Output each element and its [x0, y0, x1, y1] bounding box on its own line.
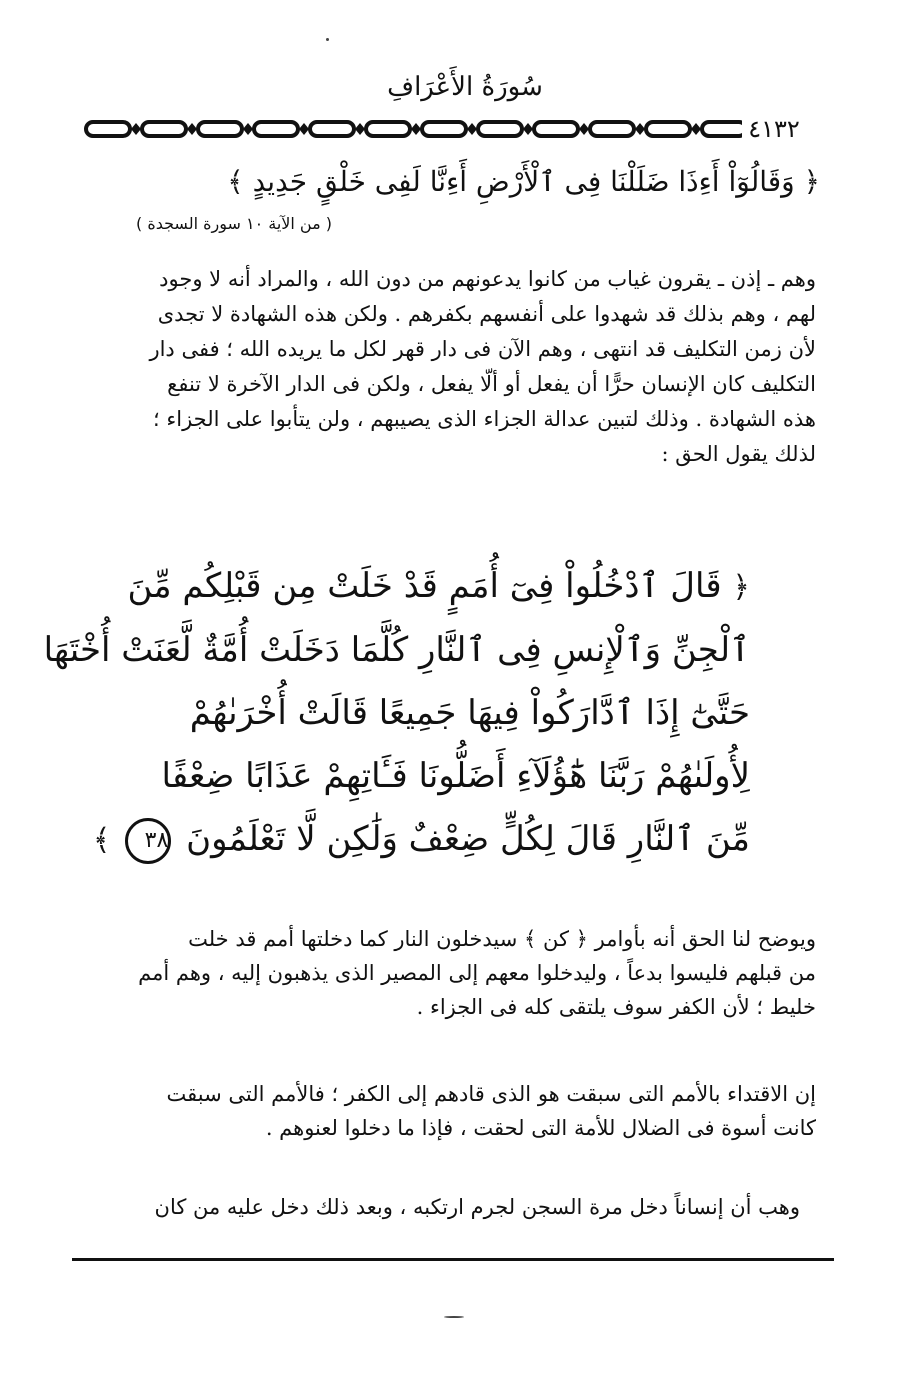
chain-link [646, 122, 690, 136]
paragraph-commentary-2 [100, 922, 816, 1024]
scan-speck [444, 1316, 464, 1318]
ayah-number-badge: ٣٨ [125, 818, 171, 864]
chain-diamond [355, 123, 365, 135]
page-number: ٤١٣٢ [742, 114, 806, 144]
chain-diamond [131, 123, 141, 135]
verse-open-bracket: ﴿ [803, 165, 820, 198]
chain-diamond [299, 123, 309, 135]
text-line: من قبلهم فليسوا بدعاً ، وليدخلوا معهم إلى المصير الذى يذهبون إليه ، وهم أمم [138, 961, 816, 985]
chain-diamond [187, 123, 197, 135]
text-line: ويوضح لنا الحق أنه بأوامر ﴿ كن ﴾ سيدخلون النار كما دخلتها أمم قد خلت [188, 927, 816, 951]
quran-line-2: ٱلْجِنِّ وَٱلْإِنسِ فِى ٱلنَّارِ كُلَّمَا دَخَلَتْ أُمَّةٌ لَّعَنَتْ أُخْتَهَا [43, 630, 750, 670]
chain-link [254, 122, 298, 136]
text-line: لذلك يقول الحق : [661, 442, 816, 466]
text-line: كانت أسوة فى الضلال للأمة التى لحقت ، فإذا ما دخلوا لعنوهم . [265, 1116, 816, 1140]
verse-text: وَقَالُوٓاْ أَءِذَا ضَلَلْنَا فِى ٱلْأَرْضِ أَءِنَّا لَفِى خَلْقٍ جَدِيدٍ [252, 165, 795, 198]
verse-open-ornament-icon: ﴿ [732, 570, 750, 605]
chain-link [366, 122, 410, 136]
chain-link [86, 122, 130, 136]
chain-link [142, 122, 186, 136]
text-line: إن الاقتداء بالأمم التى سبقت هو الذى قادهم إلى الكفر ؛ فالأمم التى سبقت [166, 1082, 816, 1106]
text-line: وهب أن إنساناً دخل مرة السجن لجرم ارتكبه ، وبعد ذلك دخل عليه من كان [154, 1195, 800, 1219]
text-line: لأن زمن التكليف قد انتهى ، وهم الآن فى دار قهر لكل ما يريده الله ؛ ففى دار [149, 337, 816, 361]
paragraph-commentary-1 [100, 262, 816, 472]
chain-link [422, 122, 466, 136]
chain-link [702, 122, 746, 136]
text-line: التكليف كان الإنسان حرًّا أن يفعل أو ألّا يفعل ، ولكن فى الدار الآخرة لا تنفع [167, 372, 816, 396]
quran-line-text: قَالَ ٱدْخُلُواْ فِىٓ أُمَمٍ قَدْ خَلَتْ مِن قَبْلِكُم مِّنَ [127, 566, 722, 606]
quran-verse-block [43, 555, 750, 872]
paragraph-commentary-4 [100, 1190, 800, 1224]
chain-diamond [243, 123, 253, 135]
text-line: هذه الشهادة . وذلك لتبين عدالة الجزاء الذى يصيبهم ، ولن يتأبوا على الجزاء ؛ [153, 407, 816, 431]
text-line: لهم ، وهم بذلك قد شهدوا على أنفسهم بكفرهم . ولكن هذه الشهادة لا تجدى [157, 302, 816, 326]
chain-diamond [411, 123, 421, 135]
chain-diamond [579, 123, 589, 135]
quran-line-4: لِأُولَىٰهُمْ رَبَّنَا هَٰٓؤُلَآءِ أَضَلُّونَا فَـَٔاتِهِمْ عَذَابًا ضِعْفًا [161, 756, 750, 796]
paragraph-commentary-3 [100, 1077, 816, 1145]
footer-rule [72, 1258, 834, 1261]
quran-line-3: حَتَّىٰٓ إِذَا ٱدَّارَكُواْ فِيهَا جَمِيعًا قَالَتْ أُخْرَىٰهُمْ [189, 693, 750, 733]
quoted-verse [130, 160, 820, 204]
chain-link [534, 122, 578, 136]
quran-line-text: مِّنَ ٱلنَّارِ قَالَ لِكُلٍّ ضِعْفٌ وَلَٰكِن لَّا تَعْلَمُونَ [186, 819, 750, 859]
verse-close-ornament-icon: ﴾ [92, 823, 111, 858]
scan-speck [326, 38, 329, 41]
verse-close-bracket: ﴾ [227, 165, 244, 198]
text-line: وهم ـ إذن ـ يقرون غياب من كانوا يدعونهم من دون الله ، والمراد أنه لا وجود [159, 267, 816, 291]
chain-ornament-icon [84, 114, 844, 144]
verse-reference: ( من الآية ١٠ سورة السجدة ) [135, 214, 333, 233]
chain-link [478, 122, 522, 136]
quran-line-1 [127, 555, 750, 619]
chain-link [198, 122, 242, 136]
chain-link [590, 122, 634, 136]
chain-link [310, 122, 354, 136]
text-line: خليط ؛ لأن الكفر سوف يلتقى كله فى الجزاء . [416, 995, 816, 1019]
chain-diamond [691, 123, 701, 135]
chain-diamond [467, 123, 477, 135]
chain-diamond [635, 123, 645, 135]
surah-title: سُورَةُ الأَعْرَافِ [387, 72, 543, 102]
quran-line-5 [92, 808, 750, 872]
chain-diamond [523, 123, 533, 135]
